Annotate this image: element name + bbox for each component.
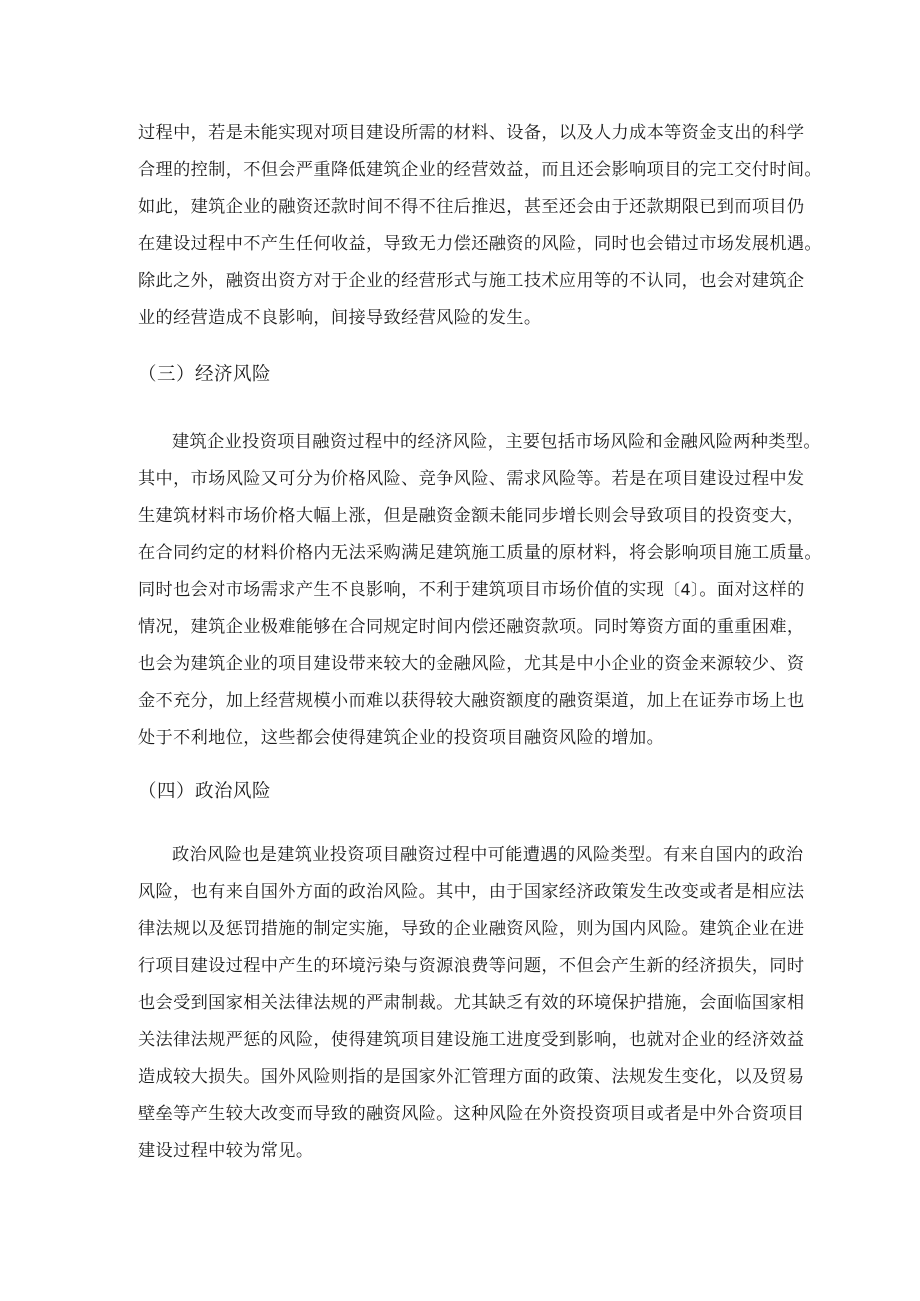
section-4-line-9: 建设过程中较为常见。 xyxy=(138,1141,314,1161)
section-4-line-6: 关法律法规严惩的风险，使得建筑项目建设施工进度受到影响，也就对企业的经济效益 xyxy=(138,1030,805,1050)
section-4-line-2: 风险，也有来自国外方面的政治风险。其中，由于国家经济政策发生改变或者是相应法 xyxy=(138,882,805,902)
section-3-line-2: 其中，市场风险又可分为价格风险、竞争风险、需求风险等。若是在项目建设过程中发 xyxy=(138,469,805,489)
section-3-line-4: 在合同约定的材料价格内无法采购满足建筑施工质量的原材料，将会影响项目施工质量。 xyxy=(138,543,822,563)
section-3-line-7: 也会为建筑企业的项目建设带来较大的金融风险，尤其是中小企业的资金来源较少、资 xyxy=(138,654,805,674)
section-4-line-7: 造成较大损失。国外风险则指的是国家外汇管理方面的政策、法规发生变化，以及贸易 xyxy=(138,1067,805,1087)
section-3-line-3: 生建筑材料市场价格大幅上涨，但是融资金额未能同步增长则会导致项目的投资变大， xyxy=(138,506,805,526)
section-3-line-5 xyxy=(138,578,805,602)
section-3-line-6: 情况，建筑企业极难能够在合同规定时间内偿还融资款项。同时筹资方面的重重困难， xyxy=(138,617,805,637)
section-4-line-1: 政治风险也是建筑业投资项目融资过程中可能遭遇的风险类型。有来自国内的政治 xyxy=(172,845,804,865)
para1-line-4: 在建设过程中不产生任何收益，导致无力偿还融资的风险，同时也会错过市场发展机遇。 xyxy=(138,234,822,254)
para1-line-2: 合理的控制，不但会严重降低建筑企业的经营效益，而且还会影响项目的完工交付时间。 xyxy=(138,160,822,180)
para1-line-1: 过程中，若是未能实现对项目建设所需的材料、设备，以及人力成本等资金支出的科学 xyxy=(138,123,805,143)
section-4-line-3: 律法规以及惩罚措施的制定实施，导致的企业融资风险，则为国内风险。建筑企业在进 xyxy=(138,919,805,939)
section-4-line-4: 行项目建设过程中产生的环境污染与资源浪费等问题，不但会产生新的经济损失，同时 xyxy=(138,956,805,976)
section-4-heading: （四）政治风险 xyxy=(138,781,272,802)
section-3-line-5-text: 同时也会对市场需求产生不良影响，不利于建筑项目市场价值的实现 xyxy=(138,580,665,600)
section-3-line-8: 金不充分，加上经营规模小而难以获得较大融资额度的融资渠道，加上在证券市场上也 xyxy=(138,691,805,711)
para1-line-5: 除此之外，融资出资方对于企业的经营形式与施工技术应用等的不认同，也会对建筑企 xyxy=(138,271,805,291)
para1-line-3: 如此，建筑企业的融资还款时间不得不往后推迟，甚至还会由于还款期限已到而项目仍 xyxy=(138,197,805,217)
section-3-line-5-tail: 。面对这样的 xyxy=(699,580,805,600)
section-3-line-9: 处于不利地位，这些都会使得建筑企业的投资项目融资风险的增加。 xyxy=(138,728,665,748)
section-3-line-1: 建筑企业投资项目融资过程中的经济风险，主要包括市场风险和金融风险两种类型。 xyxy=(172,432,821,452)
section-4-line-5: 也会受到国家相关法律法规的严肃制裁。尤其缺乏有效的环境保护措施，会面临国家相 xyxy=(138,993,805,1013)
section-4-line-8: 壁垒等产生较大改变而导致的融资风险。这种风险在外资投资项目或者是中外合资项目 xyxy=(138,1104,805,1124)
citation-reference: 〔4〕 xyxy=(664,580,700,599)
section-3-heading: （三）经济风险 xyxy=(138,364,272,385)
para1-line-6: 业的经营造成不良影响，间接导致经营风险的发生。 xyxy=(138,308,542,328)
